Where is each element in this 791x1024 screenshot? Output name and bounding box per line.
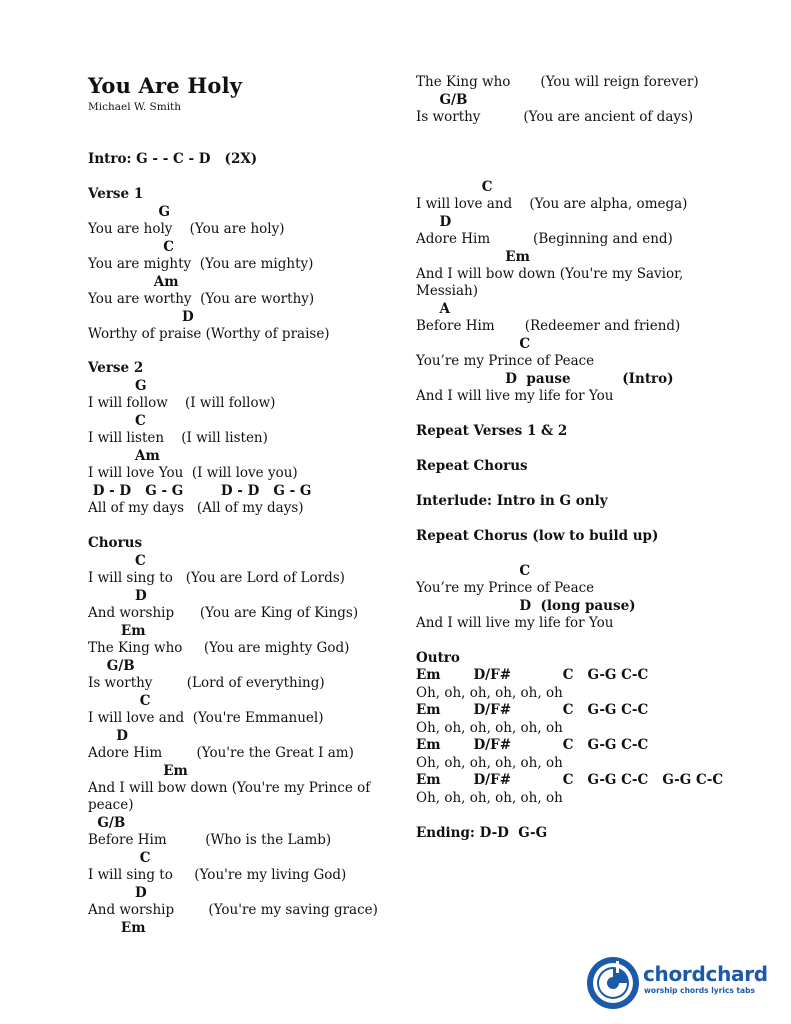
- chord-line: Em: [88, 763, 188, 779]
- lyric-line: And I will live my life for You: [416, 388, 614, 404]
- chord-line: C: [416, 336, 531, 352]
- lyric-line: You are mighty (You are mighty): [88, 256, 314, 272]
- lyric-line: You’re my Prince of Peace: [416, 580, 595, 596]
- song-artist: Michael W. Smith: [88, 101, 182, 113]
- lyric-line: I will love and (You're Emmanuel): [88, 710, 324, 726]
- lyric-line: You are worthy (You are worthy): [88, 291, 315, 307]
- chord-line: A: [416, 301, 450, 317]
- chord-line: D (long pause): [416, 598, 636, 614]
- chord-line: D: [88, 885, 147, 901]
- chord-line: Verse 2: [88, 360, 144, 376]
- lyric-line: Is worthy (Lord of everything): [88, 675, 325, 691]
- chord-line: C: [88, 413, 146, 429]
- chord-line: Intro: G - - C - D (2X): [88, 151, 258, 167]
- lyric-line: Adore Him (Beginning and end): [416, 231, 673, 247]
- chord-line: Em D/F# C G-G C-C: [416, 737, 649, 753]
- chord-line: Ending: D-D G-G: [416, 825, 548, 841]
- chord-line: G/B: [88, 658, 135, 674]
- chord-line: G/B: [416, 92, 468, 108]
- lyric-line: I will love and (You are alpha, omega): [416, 196, 688, 212]
- lyric-line: You are holy (You are holy): [88, 221, 285, 237]
- lyric-line: I will love You (I will love you): [88, 465, 298, 481]
- chord-line: Repeat Chorus: [416, 458, 528, 474]
- chord-line: Em D/F# C G-G C-C: [416, 667, 649, 683]
- chord-line: G/B: [88, 815, 126, 831]
- chord-line: Em: [88, 623, 146, 639]
- lyric-line: Adore Him (You're the Great I am): [88, 745, 354, 761]
- lyric-line: All of my days (All of my days): [88, 500, 304, 516]
- lyric-line: I will sing to (You are Lord of Lords): [88, 570, 345, 586]
- lyric-line: And worship (You're my saving grace): [88, 902, 378, 918]
- lyric-line: Oh, oh, oh, oh, oh, oh: [416, 755, 563, 771]
- chord-line: G: [88, 378, 147, 394]
- chord-line: C: [88, 239, 174, 255]
- logo-tagline: worship chords lyrics tabs: [644, 986, 755, 995]
- lyric-line: And worship (You are King of Kings): [88, 605, 359, 621]
- chord-line: C: [88, 553, 146, 569]
- lyric-line: Is worthy (You are ancient of days): [416, 109, 694, 125]
- logo-name: chordchard: [643, 962, 768, 986]
- chord-line: Am: [88, 274, 179, 290]
- lyric-line: peace): [88, 797, 134, 813]
- chord-line: Outro: [416, 650, 460, 666]
- lyric-line: Before Him (Who is the Lamb): [88, 832, 332, 848]
- lyric-line: Messiah): [416, 283, 478, 299]
- chord-line: Em: [88, 920, 146, 936]
- lyric-line: Worthy of praise (Worthy of praise): [88, 326, 330, 342]
- chord-line: Interlude: Intro in G only: [416, 493, 608, 509]
- chord-line: D: [416, 214, 452, 230]
- lyric-line: The King who (You are mighty God): [88, 640, 350, 656]
- chord-line: Repeat Chorus (low to build up): [416, 528, 659, 544]
- chord-line: C: [416, 179, 493, 195]
- lyric-line: I will sing to (You're my living God): [88, 867, 347, 883]
- chord-line: C: [416, 563, 531, 579]
- chord-line: Em: [416, 249, 530, 265]
- lyric-line: Oh, oh, oh, oh, oh, oh: [416, 685, 563, 701]
- chord-line: C: [88, 693, 151, 709]
- chord-line: Chorus: [88, 535, 143, 551]
- chord-line: G: [88, 204, 171, 220]
- lyric-line: I will follow (I will follow): [88, 395, 276, 411]
- chord-line: C: [88, 850, 151, 866]
- chord-line: D: [88, 588, 147, 604]
- lyric-line: I will listen (I will listen): [88, 430, 268, 446]
- chord-line: Em D/F# C G-G C-C: [416, 702, 649, 718]
- song-title: You Are Holy: [88, 73, 243, 98]
- chord-line: D: [88, 728, 128, 744]
- lyric-line: And I will bow down (You're my Savior,: [416, 266, 684, 282]
- lyric-line: And I will live my life for You: [416, 615, 614, 631]
- chord-line: D pause (Intro): [416, 371, 674, 387]
- chord-line: D - D G - G D - D G - G: [88, 483, 312, 499]
- lyric-line: And I will bow down (You're my Prince of: [88, 780, 371, 796]
- lyric-line: Oh, oh, oh, oh, oh, oh: [416, 720, 563, 736]
- chord-line: Repeat Verses 1 & 2: [416, 423, 568, 439]
- chord-line: Am: [88, 448, 160, 464]
- chord-line: Verse 1: [88, 186, 144, 202]
- lyric-line: The King who (You will reign forever): [416, 74, 699, 90]
- chordchard-logo[interactable]: [586, 955, 766, 1011]
- lyric-line: Oh, oh, oh, oh, oh, oh: [416, 790, 563, 806]
- chord-line: D: [88, 309, 194, 325]
- lyric-line: You’re my Prince of Peace: [416, 353, 595, 369]
- lyric-line: Before Him (Redeemer and friend): [416, 318, 681, 334]
- chord-line: Em D/F# C G-G C-C G-G C-C: [416, 772, 724, 788]
- chordchard-logo-icon: [586, 955, 640, 1011]
